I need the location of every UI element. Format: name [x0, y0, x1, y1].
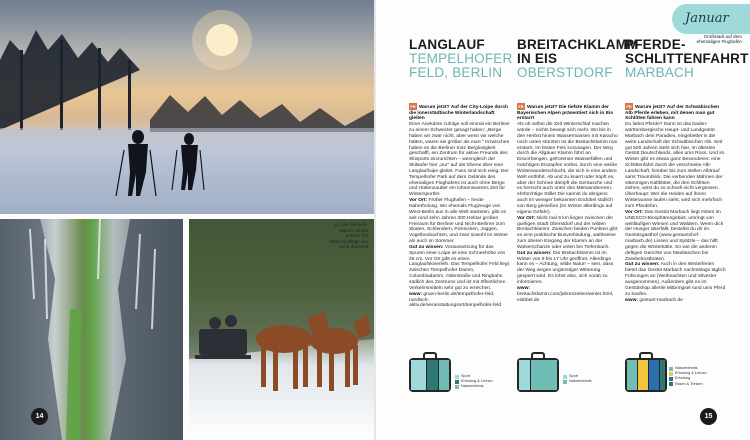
on-site-paragraph	[625, 210, 726, 263]
gorge-illustration	[0, 219, 183, 440]
legend-label: Naturerlebnis	[461, 384, 484, 389]
web-links	[625, 298, 726, 304]
on-site-paragraph	[517, 216, 618, 251]
article-body: Einer Anekdote zufolge soll einmal ein Berliner zu einem Schweizer gesagt haben: „Berge haben wir zwar nicht, aber wenn wir welche hätten, wären sie größer als eure.“ Inzwischen haben es die Berliner trotz Berglosigkeit geschafft, ein Zentrum für aktive Freunde des Skisports einzurichten – wenngleich der Skiläufer hier „nur“ auf der Ebene über eine Langlaufloipe gleitet. Fans sind sich einig: Der Tempelhofer Park auf dem Gelände des ehemaligen Flughafens ist auch ohne Berge und Hüttenzauber ein lohnenswertes Ziel für Wintersportler.	[409, 122, 510, 198]
column-title: LANGLAUF	[409, 37, 485, 52]
on-site-label: Vor Ort:	[625, 209, 644, 215]
why-now-question	[625, 103, 726, 122]
column-title: BREITACHKLAMM	[517, 37, 639, 52]
column-subtitle: MARBACH	[625, 65, 694, 80]
column-title: SCHLITTENFAHRT	[625, 51, 749, 66]
page-number-left: 14	[31, 408, 48, 425]
suitcase-legend	[563, 374, 592, 384]
www-label: www:	[517, 285, 531, 291]
badge-icon: FR	[626, 104, 632, 109]
suitcase-segments	[625, 358, 667, 392]
on-site-text: Das Gestüt Marbach liegt mitten im UNESCO-Biosphärengebiet, umringt von weitläufigen Wiesen und Wäldern. Wenn dich der Hunger überfällt, bestellst du dir im Gestütsgasthof (www.gestuetshof-marbach.de) Linsen und Spätzle – das hilft gegen die Winterkälte. So wie die anderen deftigen Gerichte von Maultaschen bis Zwiebelrostbraten.	[625, 209, 724, 262]
question-text: Warum jetzt? Auf der Schwäbischen Alb Pferde erleben, mit denen man gut Schlitten fahren kann	[625, 104, 720, 122]
legend-label: Naturerlebnis	[569, 379, 592, 384]
www-links-text[interactable]: breitachklamm.com/jahreszeiten/winter.html, eisbbel.de	[517, 291, 614, 303]
photo-horse-sleigh	[189, 219, 374, 440]
good-to-know-paragraph	[409, 245, 510, 292]
suitcase-segment	[519, 360, 530, 390]
column-heading	[409, 37, 513, 98]
article-body: Als ob selbst die Zeit Winterschlaf machen würde – nichts bewegt sich mehr. Wo bis in den Herbst hinein Wassermassen mit Karacho noch unten stürzten ist die Breitachklamm nun erstarrt. Im festen Fels sozusagen. Der Weg durch die Allgäuer Klamm führt an Eisvorhängen, gefrorenen Wasserfällen und mächtigen Eiszapfen vorbei, durch eine weiße Winterwunderschlucht, die sich in eine andere Welt entführt. Ab und zu knarrt oder tropft es, aber der Schnee dämpft die Geräusche und es herrscht auch unter den Märwandereren, ehrfürchtige Stille! Die kannst du übrigens auch im weniger bekannten Endobel südlich von Berg genießen (im Winter allerdings auf eigene Gefahr).	[517, 122, 618, 215]
web-links	[517, 286, 618, 304]
legend-label: Naturerlebnis	[675, 366, 698, 370]
suitcase-segment	[531, 360, 557, 390]
www-label: www:	[409, 291, 423, 297]
column-subtitle: OBERSTDORF	[517, 65, 613, 80]
badge-icon: FR	[518, 104, 524, 109]
photo-frozen-gorge	[0, 219, 183, 440]
legend-label: Erholung & Lernen	[461, 379, 493, 384]
good-to-know-text: Voraussetzung für das Spuren einer Loipe ist eine Schneehöhe von 25 cm. Vor Ort gibt es einen Langlaufskiverleih. Das Tempelhofer Feld liegt zwischen Tempelhofer Damm, Columbiadamm, Oderstraße und Ringbahn südlich des Zentrums und ist mit öffentlichen Verkehrsmitteln sehr gut zu erreichen.	[409, 244, 509, 291]
legend-swatch	[669, 367, 673, 371]
suitcase-segment	[411, 360, 426, 390]
suitcase-legend	[669, 366, 707, 387]
column-subtitle: TEMPELHOFER	[409, 51, 513, 66]
www-links-text[interactable]: gruen-berlin.de/tempelhofer-feld, nordisch-aktiv.de/veranstaltungsort/tempelhofer-feld	[409, 291, 502, 309]
suitcase-icon	[625, 352, 667, 392]
legend-item	[455, 384, 493, 389]
column-title: IN EIS	[517, 51, 558, 66]
suitcase-segment	[660, 360, 665, 390]
photo-caption-gorge-sleigh: (L) Die Breitachklamm, im Eis erstarrt (R) Winterausflüge wie anno dazumal	[329, 222, 368, 250]
article-column-breitachklamm	[517, 37, 639, 303]
suitcase-segments	[409, 358, 451, 392]
suitcase-legend	[455, 374, 493, 390]
suitcase-segments	[517, 358, 559, 392]
legend-label: Erholung & Lernen	[675, 371, 707, 376]
on-site-label: Vor Ort:	[517, 215, 536, 221]
legend-swatch	[669, 372, 673, 376]
legend-label: Essen & Trinken	[675, 381, 703, 386]
question-text: Warum jetzt? Die tiefste Klamm der Bayerischen Alpen präsentiert sich in Eis erstarrt	[517, 104, 614, 122]
suitcase-segment	[649, 360, 659, 390]
legend-item	[563, 379, 592, 384]
badge-icon: FR	[410, 104, 416, 109]
on-site-text: Nicht mal 9 km liegen zwischen der quirligen Stadt Oberstdorf und der wilden Breitachklamm. Zwischen beiden Punkten gibt es eine praktische Busverbindung, wahlweise zum oberen Eingang der Klamm an der Walserschanze oder unten bei Tiefenbach.	[517, 215, 618, 250]
on-site-paragraph	[409, 198, 510, 245]
article-body: Du liebst Pferde? Dann ist das baden-württembergische Haupt- und Landgestüt Marbach dein Paradies, eingebettet in die weite Landschaft der Schwäbischen Alb. Seit gut 500 Jahren steht sich hier, im ältesten Gestüt Deutschlands, alles ums Ross. Und im Winter gibt es etwas ganz Besonderes: eine Schlittenfahrt durch die verschneite Alb-Landschaft, hinüber bis zum stellen Albtrauf samt Traumblick. Die verbenden Mähnen der stämmigen Kaltblüter, die den Schlitten ziehen, wirst du so schnell nicht vergessen. Überhaupt: Wer die Heiden auf ihrem Winterausse laufen sieht, wird sich mehrfach zum Pferdefan.	[625, 122, 725, 209]
legend-swatch	[455, 380, 459, 384]
column-subtitle: FELD, BERLIN	[409, 65, 503, 80]
good-to-know-label: Gut zu wissen:	[409, 244, 444, 250]
suitcase-segment	[439, 360, 449, 390]
good-to-know-paragraph	[625, 262, 726, 297]
winter-scene-illustration	[0, 0, 374, 214]
suitcase-segment	[427, 360, 437, 390]
page-gutter	[374, 0, 376, 440]
legend-label: Sport	[569, 374, 579, 378]
legend-swatch	[669, 382, 673, 386]
month-tab: Januar	[672, 4, 750, 34]
legend-label: Erholung	[675, 376, 691, 381]
good-to-know-paragraph	[517, 251, 618, 286]
legend-item	[669, 382, 707, 387]
web-links	[409, 292, 510, 310]
why-now-question	[517, 103, 618, 122]
good-to-know-label: Gut zu wissen:	[517, 250, 552, 256]
article-column-langlauf	[409, 37, 513, 309]
suitcase-segment	[627, 360, 637, 390]
page-number-right: 15	[700, 408, 717, 425]
suitcase-icon	[409, 352, 451, 392]
legend-label: Sport	[461, 374, 471, 378]
suitcase-icon	[517, 352, 559, 392]
www-label: www:	[625, 297, 639, 303]
legend-swatch	[669, 377, 673, 381]
good-to-know-text: Die Breitachklamm ist im Winter von 9 bis 17 Uhr geöffnet. Allerdings kann es – Achtung, wilde Natur! – sein, dass der Weg wegen ungünstiger Witterung gesperrt wird. Es lohnt also, sich vorab zu informieren.	[517, 250, 614, 285]
legend-swatch	[455, 385, 459, 389]
photo-cross-country-skiers	[0, 0, 374, 214]
legend-swatch	[563, 375, 567, 379]
on-site-label: Vor Ort:	[409, 198, 428, 204]
photo-caption-skiers: Großstadt auf dem ehemaligen Flughafen	[696, 33, 742, 45]
good-to-know-label: Gut zu wissen:	[625, 262, 660, 268]
legend-swatch	[455, 375, 459, 379]
suitcase-segment	[638, 360, 648, 390]
legend-swatch	[563, 380, 567, 384]
good-to-know-text: Auch in den Winterferien bietet das Gestüt Marbach nachmittags täglich Führungen an (Weihnachten und Silvester ausgenommen). Außerdem gibt es im Gestütshop allerlei Mitbringsel rund ums Pferd zu kaufen.	[625, 262, 726, 297]
sleigh-illustration	[189, 219, 374, 440]
on-site-text: Früher Flughafen – heute Naherholung. Wo ehemals Flugzeuge von West-Berlin aus in alle Welt starteten, gibt es seit rund zehn Jahren 300 Hektar großen Freiraum für Berliner und Nicht-Berliner zum Skaten, Schlendern, Picknicken, Joggen, Vogelbeobachten, und zwar sowohl im Winter als auch im Sommer.	[409, 198, 508, 245]
why-now-question	[409, 103, 510, 122]
column-title: PFERDE-	[625, 37, 686, 52]
question-text: Warum jetzt? Auf der City-Loipe durch die innerstädtische Winterlandschaft gleiten	[409, 104, 509, 122]
www-links-text[interactable]: gestuet-marbach.de	[639, 297, 683, 303]
column-heading	[517, 37, 639, 98]
